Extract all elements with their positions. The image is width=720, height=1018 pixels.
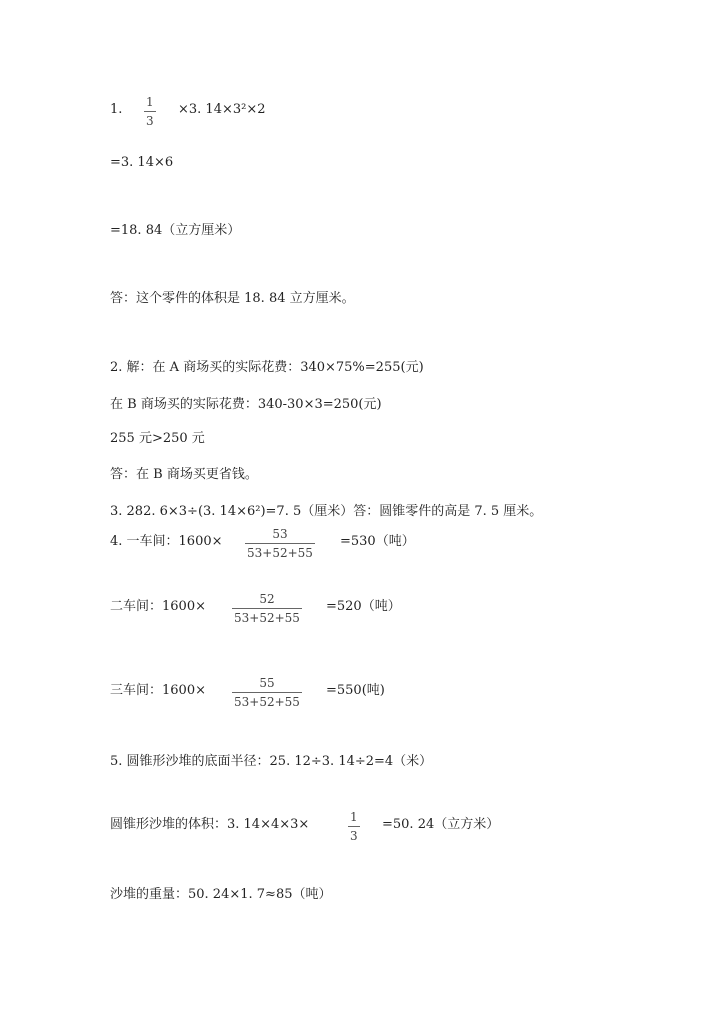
- q2-line-2: 在 B 商场买的实际花费：340-30×3=250(元): [110, 397, 382, 412]
- q4-row-3-result: =550(吨): [326, 683, 385, 698]
- q4-row-3-label: 三车间：1600×: [110, 683, 206, 698]
- q4-row-2-denominator: 53+52+55: [234, 611, 300, 625]
- q1-answer: 答：这个零件的体积是 18. 84 立方厘米。: [110, 291, 355, 306]
- q5-line-3: 沙堆的重量：50. 24×1. 7≈85（吨）: [110, 887, 332, 902]
- q4-row-1-fraction: [245, 528, 315, 559]
- q1-step-2: =3. 14×6: [110, 155, 174, 170]
- q4-row-1-numerator: 53: [272, 527, 288, 541]
- q4-row-1-result: =530（吨）: [340, 534, 415, 549]
- q5-fraction-numerator: 1: [350, 810, 358, 824]
- q5-fraction-denominator: 3: [350, 829, 358, 843]
- q1-fraction-numerator: 1: [146, 95, 154, 109]
- q1-fraction: [144, 96, 156, 127]
- q2-line-1: 2. 解：在 A 商场买的实际花费：340×75%=255(元): [110, 360, 424, 375]
- q4-row-2-numerator: 52: [259, 592, 275, 606]
- fraction-bar: [348, 826, 360, 827]
- q2-line-3: 255 元>250 元: [110, 431, 205, 446]
- q4-row-3-fraction: [232, 677, 302, 708]
- q4-row-2-fraction: [232, 593, 302, 624]
- q4-row-2-label: 二车间：1600×: [110, 599, 206, 614]
- q4-row-3-numerator: 55: [259, 676, 275, 690]
- q5-line-1: 5. 圆锥形沙堆的底面半径：25. 12÷3. 14÷2=4（米）: [110, 754, 433, 769]
- q5-line-2-prefix: 圆锥形沙堆的体积：3. 14×4×3×: [110, 817, 310, 832]
- fraction-bar: [144, 111, 156, 112]
- q5-fraction: [348, 811, 360, 842]
- q4-row-1-denominator: 53+52+55: [247, 546, 313, 560]
- fraction-bar: [232, 608, 302, 609]
- q4-row-1-label: 4. 一车间：1600×: [110, 534, 223, 549]
- q1-number: 1.: [110, 102, 123, 117]
- fraction-bar: [245, 543, 315, 544]
- q3-line-1: 3. 282. 6×3÷(3. 14×6²)=7. 5（厘米）答：圆锥零件的高是 7. 5 厘米。: [110, 504, 543, 519]
- q4-row-3-denominator: 53+52+55: [234, 695, 300, 709]
- q4-row-2-result: =520（吨）: [326, 599, 401, 614]
- q1-step-3: =18. 84（立方厘米）: [110, 223, 241, 238]
- q1-fraction-denominator: 3: [146, 114, 154, 128]
- q1-expression: ×3. 14×3²×2: [178, 102, 266, 117]
- fraction-bar: [232, 692, 302, 693]
- q2-answer: 答：在 B 商场买更省钱。: [110, 467, 258, 482]
- q5-line-2-suffix: =50. 24（立方米）: [382, 817, 500, 832]
